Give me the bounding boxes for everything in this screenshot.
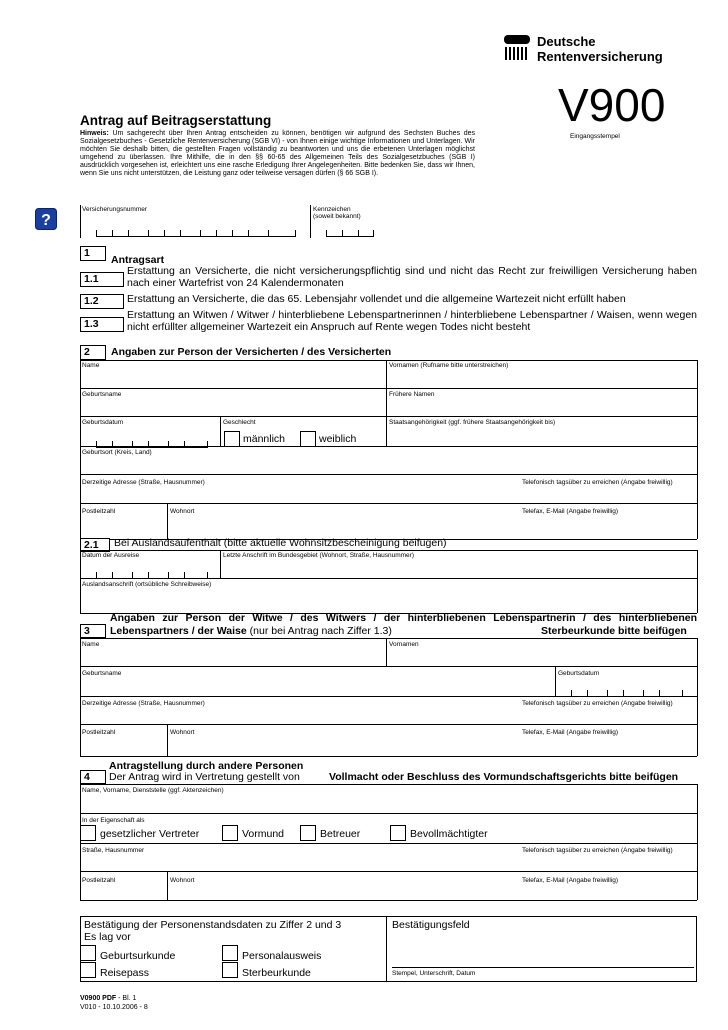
- identifier-input[interactable]: [326, 230, 374, 237]
- option-1-1-number[interactable]: 1.1: [80, 272, 124, 287]
- doc-birth-certificate-label: Geburtsurkunde: [100, 950, 176, 962]
- s3-birthname-label: Geburtsname: [82, 670, 122, 677]
- insurance-number-label: Versicherungsnummer: [82, 206, 148, 213]
- s2-fax-label: Telefax, E-Mail (Angabe freiwillig): [522, 508, 619, 515]
- section21-number: 2.1: [80, 538, 110, 552]
- s2-male-label: männlich: [243, 433, 286, 445]
- option-1-1-text: Erstattung an Versicherte, die nicht versicherungspflichtig sind und nicht das Recht zur freiwilligen Versicherung haben nach einer Wartefrist von 24 Kalendermonaten: [127, 265, 697, 289]
- section2-number: 2: [80, 345, 106, 360]
- s2-gender-label: Geschlecht: [223, 419, 256, 426]
- s3-residence-label: Wohnort: [170, 729, 195, 736]
- s3-fax-label: Telefax, E-Mail (Angabe freiwillig): [522, 729, 619, 736]
- section1-title: Antragsart: [111, 254, 165, 266]
- footer-line2: V010 - 10.10.2006 - 8: [80, 1004, 148, 1011]
- section21-title: Bei Auslandsaufenthalt (bitte aktuelle Wohnsitzbescheinigung beifügen): [114, 537, 447, 549]
- s3-birthdate-label: Geburtsdatum: [558, 670, 600, 677]
- s2-birthplace-label: Geburtsort (Kreis, Land): [82, 449, 152, 456]
- doc-id-card-label: Personalausweis: [242, 950, 322, 962]
- s4-authorized-label: Bevollmächtigter: [410, 828, 488, 840]
- s3-firstnames-label: Vornamen: [389, 641, 419, 648]
- svg-text:?: ?: [41, 212, 51, 229]
- section3-title-right: Sterbeurkunde bitte beifügen: [541, 625, 687, 637]
- form-title: Antrag auf Beitragserstattung: [80, 113, 272, 128]
- doc-passport-label: Reisepass: [100, 967, 150, 979]
- s2-citizenship-label: Staatsangehörigkeit (ggf. frühere Staatsangehörigkeit bis): [389, 419, 556, 426]
- confirmation-right-title: Bestätigungsfeld: [392, 919, 470, 931]
- s4-authorized-checkbox[interactable]: [390, 825, 406, 841]
- drv-logo-icon: [503, 34, 531, 62]
- section3-title-line2-wrap: [110, 625, 392, 637]
- s4-street-label: Straße, Hausnummer: [82, 847, 145, 854]
- s2-postcode-label: Postleitzahl: [82, 508, 116, 515]
- brand-line2: Rentenversicherung: [537, 49, 663, 64]
- s3-postcode-label: Postleitzahl: [82, 729, 116, 736]
- s4-phone-label: Telefonisch tagsüber zu erreichen (Angabe freiwillig): [522, 847, 673, 854]
- doc-death-certificate-label: Sterbeurkunde: [242, 967, 311, 979]
- s2-male-checkbox[interactable]: [224, 431, 240, 447]
- s4-custodian-label: Betreuer: [320, 828, 361, 840]
- option-1-3-text: Erstattung an Witwen / Witwer / hinterbliebene Lebenspartnerinnen / hinterbliebene Lebenspartner / Waisen, wenn wegen nicht erfüllter allgemeiner Wartezeit ein Anspruch auf Rente wegen Todes nicht besteht: [127, 309, 697, 333]
- section4-title: Antragstellung durch andere Personen: [109, 760, 304, 772]
- s2-female-label: weiblich: [319, 433, 357, 445]
- s2-firstnames-label: Vornamen (Rufname bitte unterstreichen): [389, 362, 509, 369]
- s3-phone-label: Telefonisch tagsüber zu erreichen (Angabe freiwillig): [522, 700, 673, 707]
- footer-code: V0900 PDF: [80, 995, 117, 1002]
- s21-departure-label: Datum der Ausreise: [82, 552, 140, 559]
- form-code: V900: [558, 79, 666, 131]
- s4-legal-representative-checkbox[interactable]: [80, 825, 96, 841]
- section4-number: 4: [80, 770, 106, 784]
- hint-body: Um sachgerecht über Ihren Antrag entscheiden zu können, benötigen wir aufgrund des Sechsten Buches des Sozialgesetzbuches - Gesetzliche Rentenversicherung (SGB VI) - von Ihnen einige wichtige Informationen und Unterlagen. Wir möchten Sie deshalb bitten, die gestellten Fragen vollständig zu beantworten und uns die erbetenen Unterlagen möglichst umgehend zu überlassen. Ihre Mithilfe, die in den §§ 60-65 des Allgemeinen Teils des Sozialgesetzbuches (SGB I) ausdrücklich vorgesehen ist, erleichtert uns eine rasche Erledigung Ihrer Angelegenheiten. Bitte bedenken Sie, dass wir Ihnen, wenn Sie uns nicht unterstützen, die Leistung ganz oder teilweise versagen dürfen (§ 66 SGB I).: [80, 130, 475, 177]
- confirmation-signature-label: Stempel, Unterschrift, Datum: [392, 970, 476, 977]
- section3-title-note: (nur bei Antrag nach Ziffer 1.3): [249, 625, 392, 637]
- s2-former-names-label: Frühere Namen: [389, 391, 435, 398]
- s2-address-label: Derzeitige Adresse (Straße, Hausnummer): [82, 479, 205, 486]
- s4-guardian-checkbox[interactable]: [222, 825, 238, 841]
- s4-residence-label: Wohnort: [170, 877, 195, 884]
- identifier-label: Kennzeichen: [313, 206, 351, 213]
- help-button[interactable]: [35, 208, 57, 230]
- brand-logo: [503, 34, 531, 62]
- section2-title: Angaben zur Person der Versicherten / des Versicherten: [111, 346, 392, 358]
- section4-right-note: Vollmacht oder Beschluss des Vormundschaftsgerichts bitte beifügen: [329, 771, 679, 783]
- identifier-note: (soweit bekannt): [313, 213, 361, 220]
- s4-guardian-label: Vormund: [242, 828, 285, 840]
- s4-name-label: Name, Vorname, Dienststelle (ggf. Aktenzeichen): [82, 787, 224, 794]
- section3-number: 3: [80, 624, 106, 638]
- footer-line1: [80, 995, 136, 1003]
- question-mark-icon[interactable]: [35, 208, 57, 230]
- s4-custodian-checkbox[interactable]: [300, 825, 316, 841]
- doc-death-certificate-checkbox[interactable]: [222, 962, 238, 978]
- s3-name-label: Name: [82, 641, 100, 648]
- section1-number: 1: [80, 246, 106, 261]
- doc-id-card-checkbox[interactable]: [222, 945, 238, 961]
- section4-subtitle: Der Antrag wird in Vertretung gestellt von: [109, 771, 300, 783]
- hint-text: [80, 130, 475, 178]
- footer-sheet: - Bl. 1: [116, 995, 137, 1002]
- s2-residence-label: Wohnort: [170, 508, 195, 515]
- doc-birth-certificate-checkbox[interactable]: [80, 945, 96, 961]
- s21-foreign-address-label: Auslandsanschrift (ortsübliche Schreibweise): [82, 581, 212, 588]
- s2-female-checkbox[interactable]: [300, 431, 316, 447]
- s4-postcode-label: Postleitzahl: [82, 877, 116, 884]
- s4-legal-representative-label: gesetzlicher Vertreter: [100, 828, 200, 840]
- option-1-2-text: Erstattung an Versicherte, die das 65. Lebensjahr vollendet und die allgemeine Wartezeit nicht erfüllt haben: [127, 293, 626, 305]
- s2-birthdate-label: Geburtsdatum: [82, 419, 124, 426]
- section3-title-line1: Angaben zur Person der Witwe / des Witwers / der hinterbliebenen Lebenspartnerin / des hinterbliebenen: [110, 612, 697, 624]
- option-1-3-number[interactable]: 1.3: [80, 317, 124, 332]
- section3-title-line2: Lebenspartners / der Waise: [110, 625, 247, 637]
- s4-fax-label: Telefax, E-Mail (Angabe freiwillig): [522, 877, 619, 884]
- confirmation-left-title: Bestätigung der Personenstandsdaten zu Ziffer 2 und 3: [84, 919, 342, 931]
- s2-phone-label: Telefonisch tagsüber zu erreichen (Angabe freiwillig): [522, 479, 673, 486]
- hint-label: Hinweis:: [80, 130, 109, 137]
- insurance-number-input[interactable]: [96, 230, 296, 237]
- stamp-label: Eingangsstempel: [570, 133, 620, 140]
- s21-last-address-label: Letzte Anschrift im Bundesgebiet (Wohnort, Straße, Hausnummer): [223, 552, 414, 559]
- s4-capacity-label: In der Eigenschaft als: [82, 817, 145, 824]
- brand-line1: Deutsche: [537, 34, 596, 49]
- doc-passport-checkbox[interactable]: [80, 962, 96, 978]
- s2-name-label: Name: [82, 362, 100, 369]
- s3-address-label: Derzeitige Adresse (Straße, Hausnummer): [82, 700, 205, 707]
- option-1-2-number[interactable]: 1.2: [80, 294, 124, 309]
- confirmation-left-sub: Es lag vor: [84, 931, 131, 943]
- s2-birthname-label: Geburtsname: [82, 391, 122, 398]
